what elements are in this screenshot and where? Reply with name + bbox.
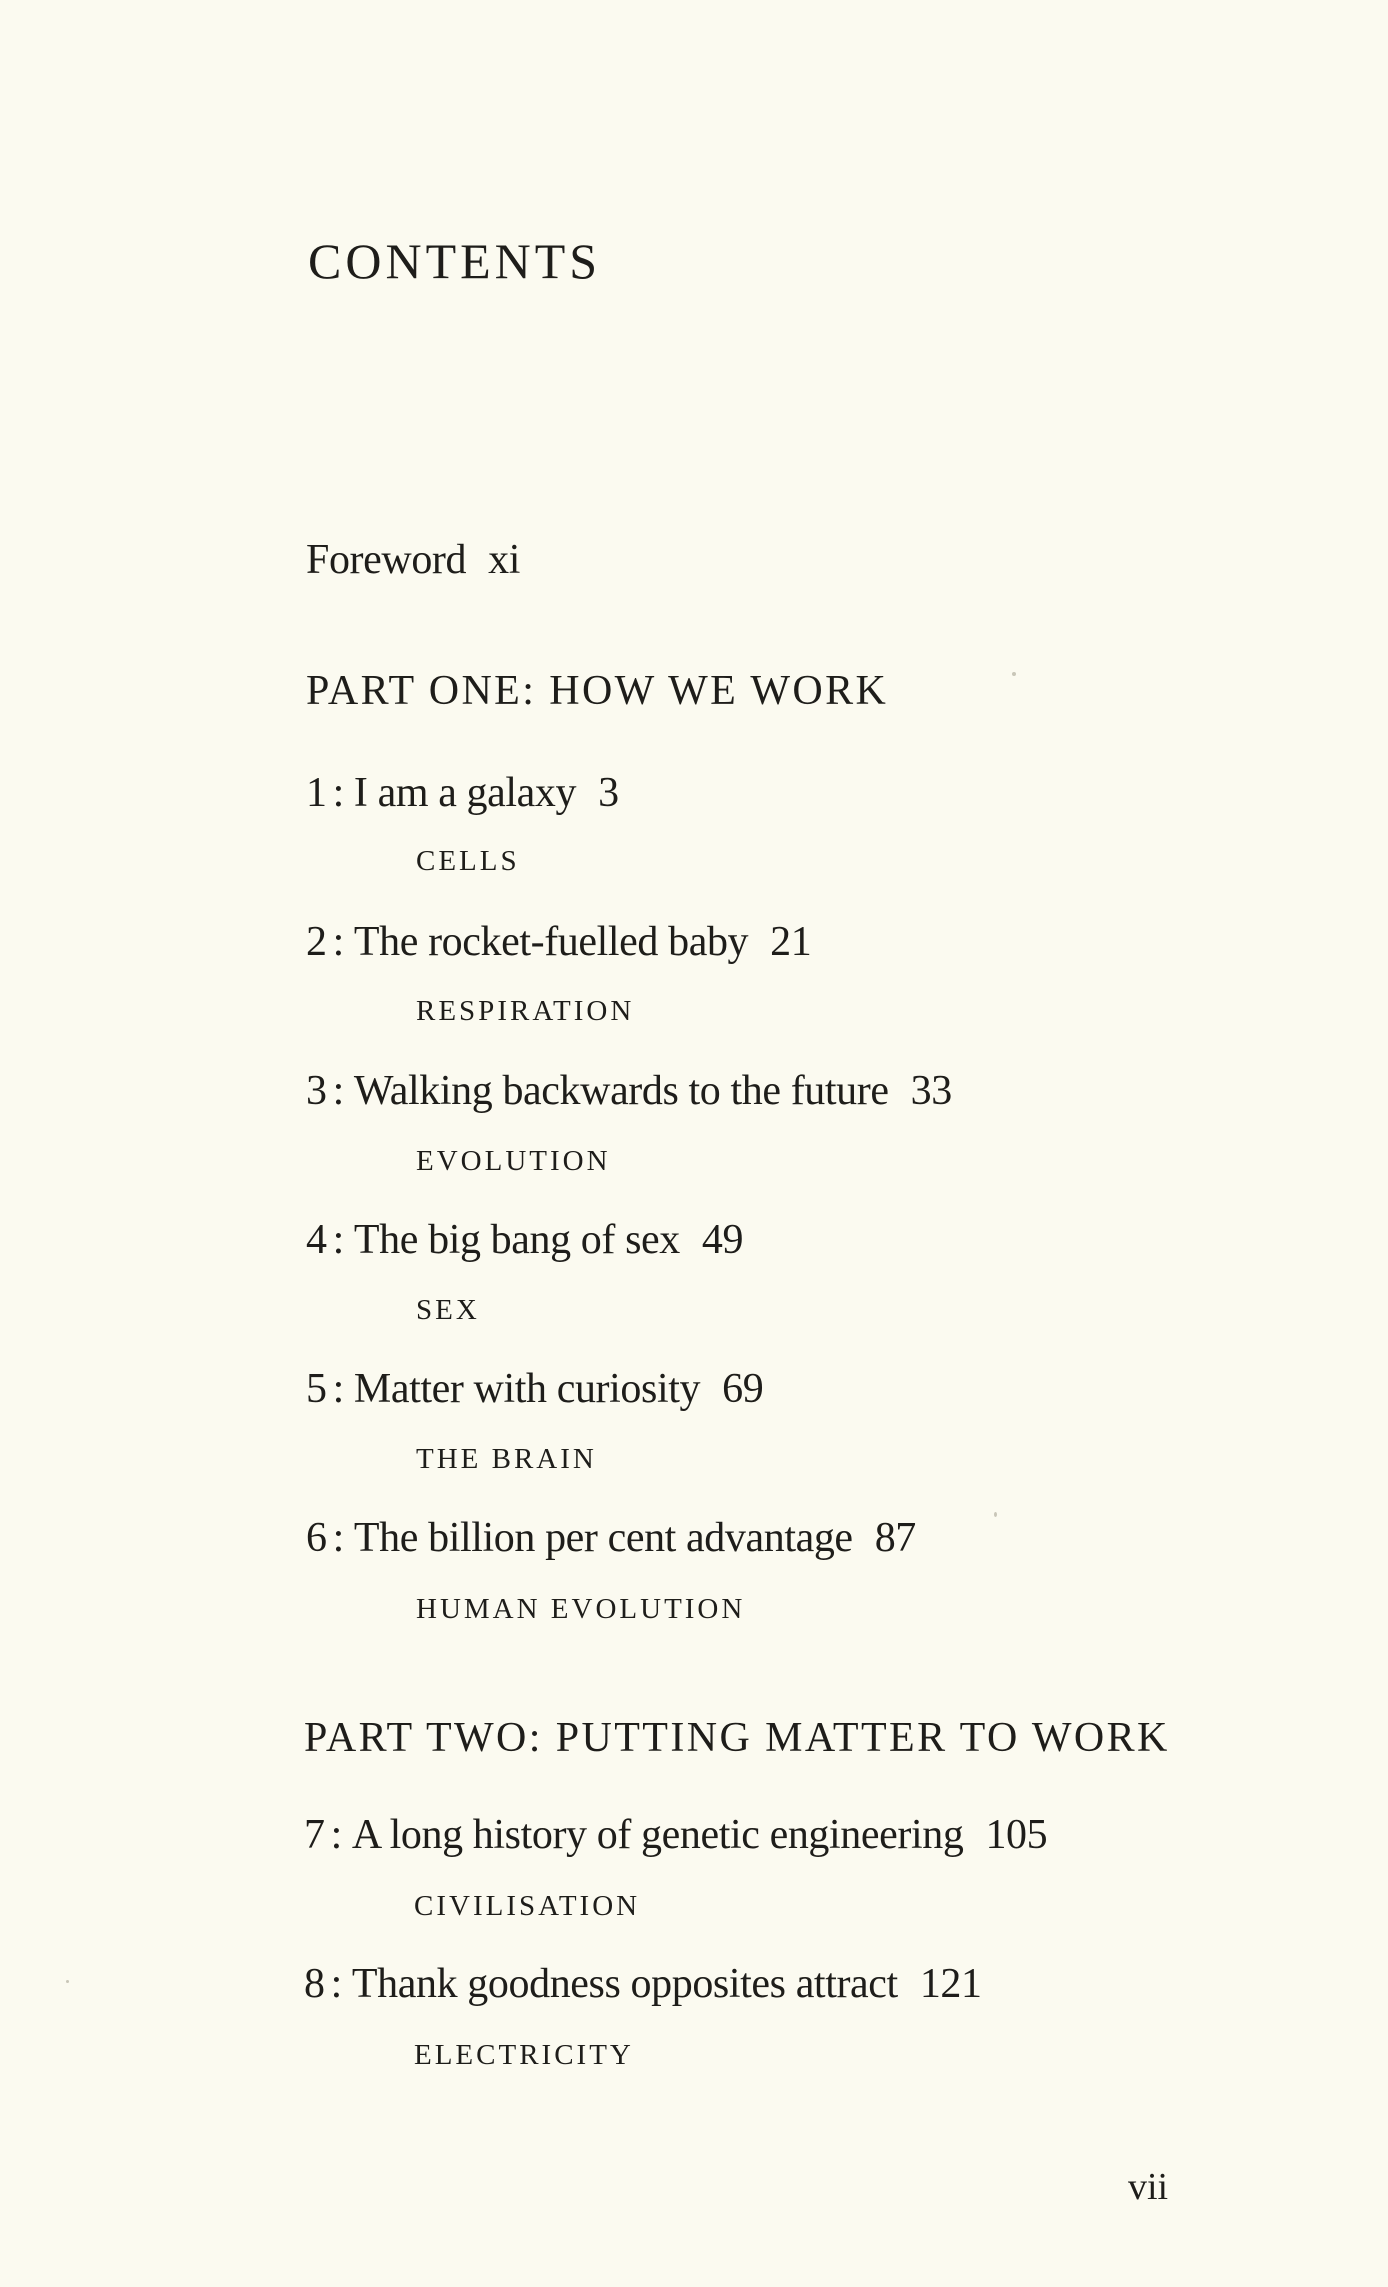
chapter-separator: :	[332, 770, 344, 816]
chapter-number: 8	[304, 1961, 325, 2007]
chapter-separator: :	[332, 1068, 344, 1114]
chapter-page-number: 49	[701, 1217, 744, 1263]
paper-speck	[994, 1512, 997, 1517]
chapter-entry[interactable]	[306, 918, 811, 966]
entry-title: Foreword	[306, 537, 467, 583]
chapter-subject: ELECTRICITY	[414, 2039, 634, 2071]
paper-speck	[1012, 672, 1016, 676]
foreword-entry[interactable]	[306, 536, 520, 584]
chapter-page-number: 69	[722, 1366, 764, 1412]
part-heading: PART TWO: PUTTING MATTER TO WORK	[304, 1715, 1170, 1761]
page-title: CONTENTS	[308, 233, 602, 289]
chapter-page-number: 3	[598, 770, 619, 816]
chapter-number: 5	[306, 1366, 327, 1412]
chapter-title: Thank goodness opposites attract	[351, 1961, 898, 2007]
chapter-page-number: 87	[874, 1515, 916, 1561]
chapter-number: 6	[306, 1515, 327, 1561]
chapter-separator: :	[332, 919, 344, 965]
chapter-number: 3	[306, 1068, 327, 1114]
chapter-title: I am a galaxy	[353, 770, 577, 816]
chapter-entry[interactable]	[304, 1811, 1047, 1859]
chapter-entry[interactable]	[306, 1067, 952, 1115]
chapter-entry[interactable]	[304, 1960, 982, 2008]
chapter-subject: SEX	[416, 1294, 480, 1326]
chapter-subject: THE BRAIN	[416, 1443, 597, 1475]
chapter-title: Matter with curiosity	[353, 1366, 701, 1412]
chapter-entry[interactable]	[306, 1365, 763, 1413]
chapter-subject: CIVILISATION	[414, 1890, 641, 1922]
chapter-page-number: 121	[919, 1961, 982, 2007]
chapter-title: A long history of genetic engineering	[351, 1812, 964, 1858]
page-folio: vii	[1128, 2166, 1169, 2208]
chapter-title: The rocket-fuelled baby	[353, 919, 749, 965]
chapter-page-number: 33	[910, 1068, 952, 1114]
chapter-title: The billion per cent advantage	[353, 1515, 853, 1561]
chapter-subject: CELLS	[416, 845, 520, 877]
chapter-page-number: 105	[985, 1812, 1048, 1858]
chapter-number: 2	[306, 919, 327, 965]
chapter-separator: :	[332, 1515, 344, 1561]
chapter-separator: :	[330, 1812, 342, 1858]
chapter-subject: EVOLUTION	[416, 1145, 611, 1177]
chapter-separator: :	[330, 1961, 342, 2007]
chapter-separator: :	[332, 1366, 344, 1412]
chapter-page-number: 21	[770, 919, 812, 965]
chapter-subject: HUMAN EVOLUTION	[416, 1593, 746, 1625]
chapter-entry[interactable]	[306, 1514, 916, 1562]
paper-speck	[66, 1980, 69, 1983]
chapter-subject: RESPIRATION	[416, 995, 635, 1027]
chapter-number: 1	[306, 770, 327, 816]
chapter-title: Walking backwards to the future	[353, 1068, 889, 1114]
chapter-number: 4	[306, 1217, 327, 1263]
chapter-title: The big bang of sex	[353, 1217, 680, 1263]
chapter-entry[interactable]	[306, 769, 619, 817]
part-heading: PART ONE: HOW WE WORK	[306, 668, 889, 714]
chapter-entry[interactable]	[306, 1216, 743, 1264]
entry-page-number: xi	[488, 537, 520, 583]
chapter-separator: :	[332, 1217, 344, 1263]
chapter-number: 7	[304, 1812, 325, 1858]
